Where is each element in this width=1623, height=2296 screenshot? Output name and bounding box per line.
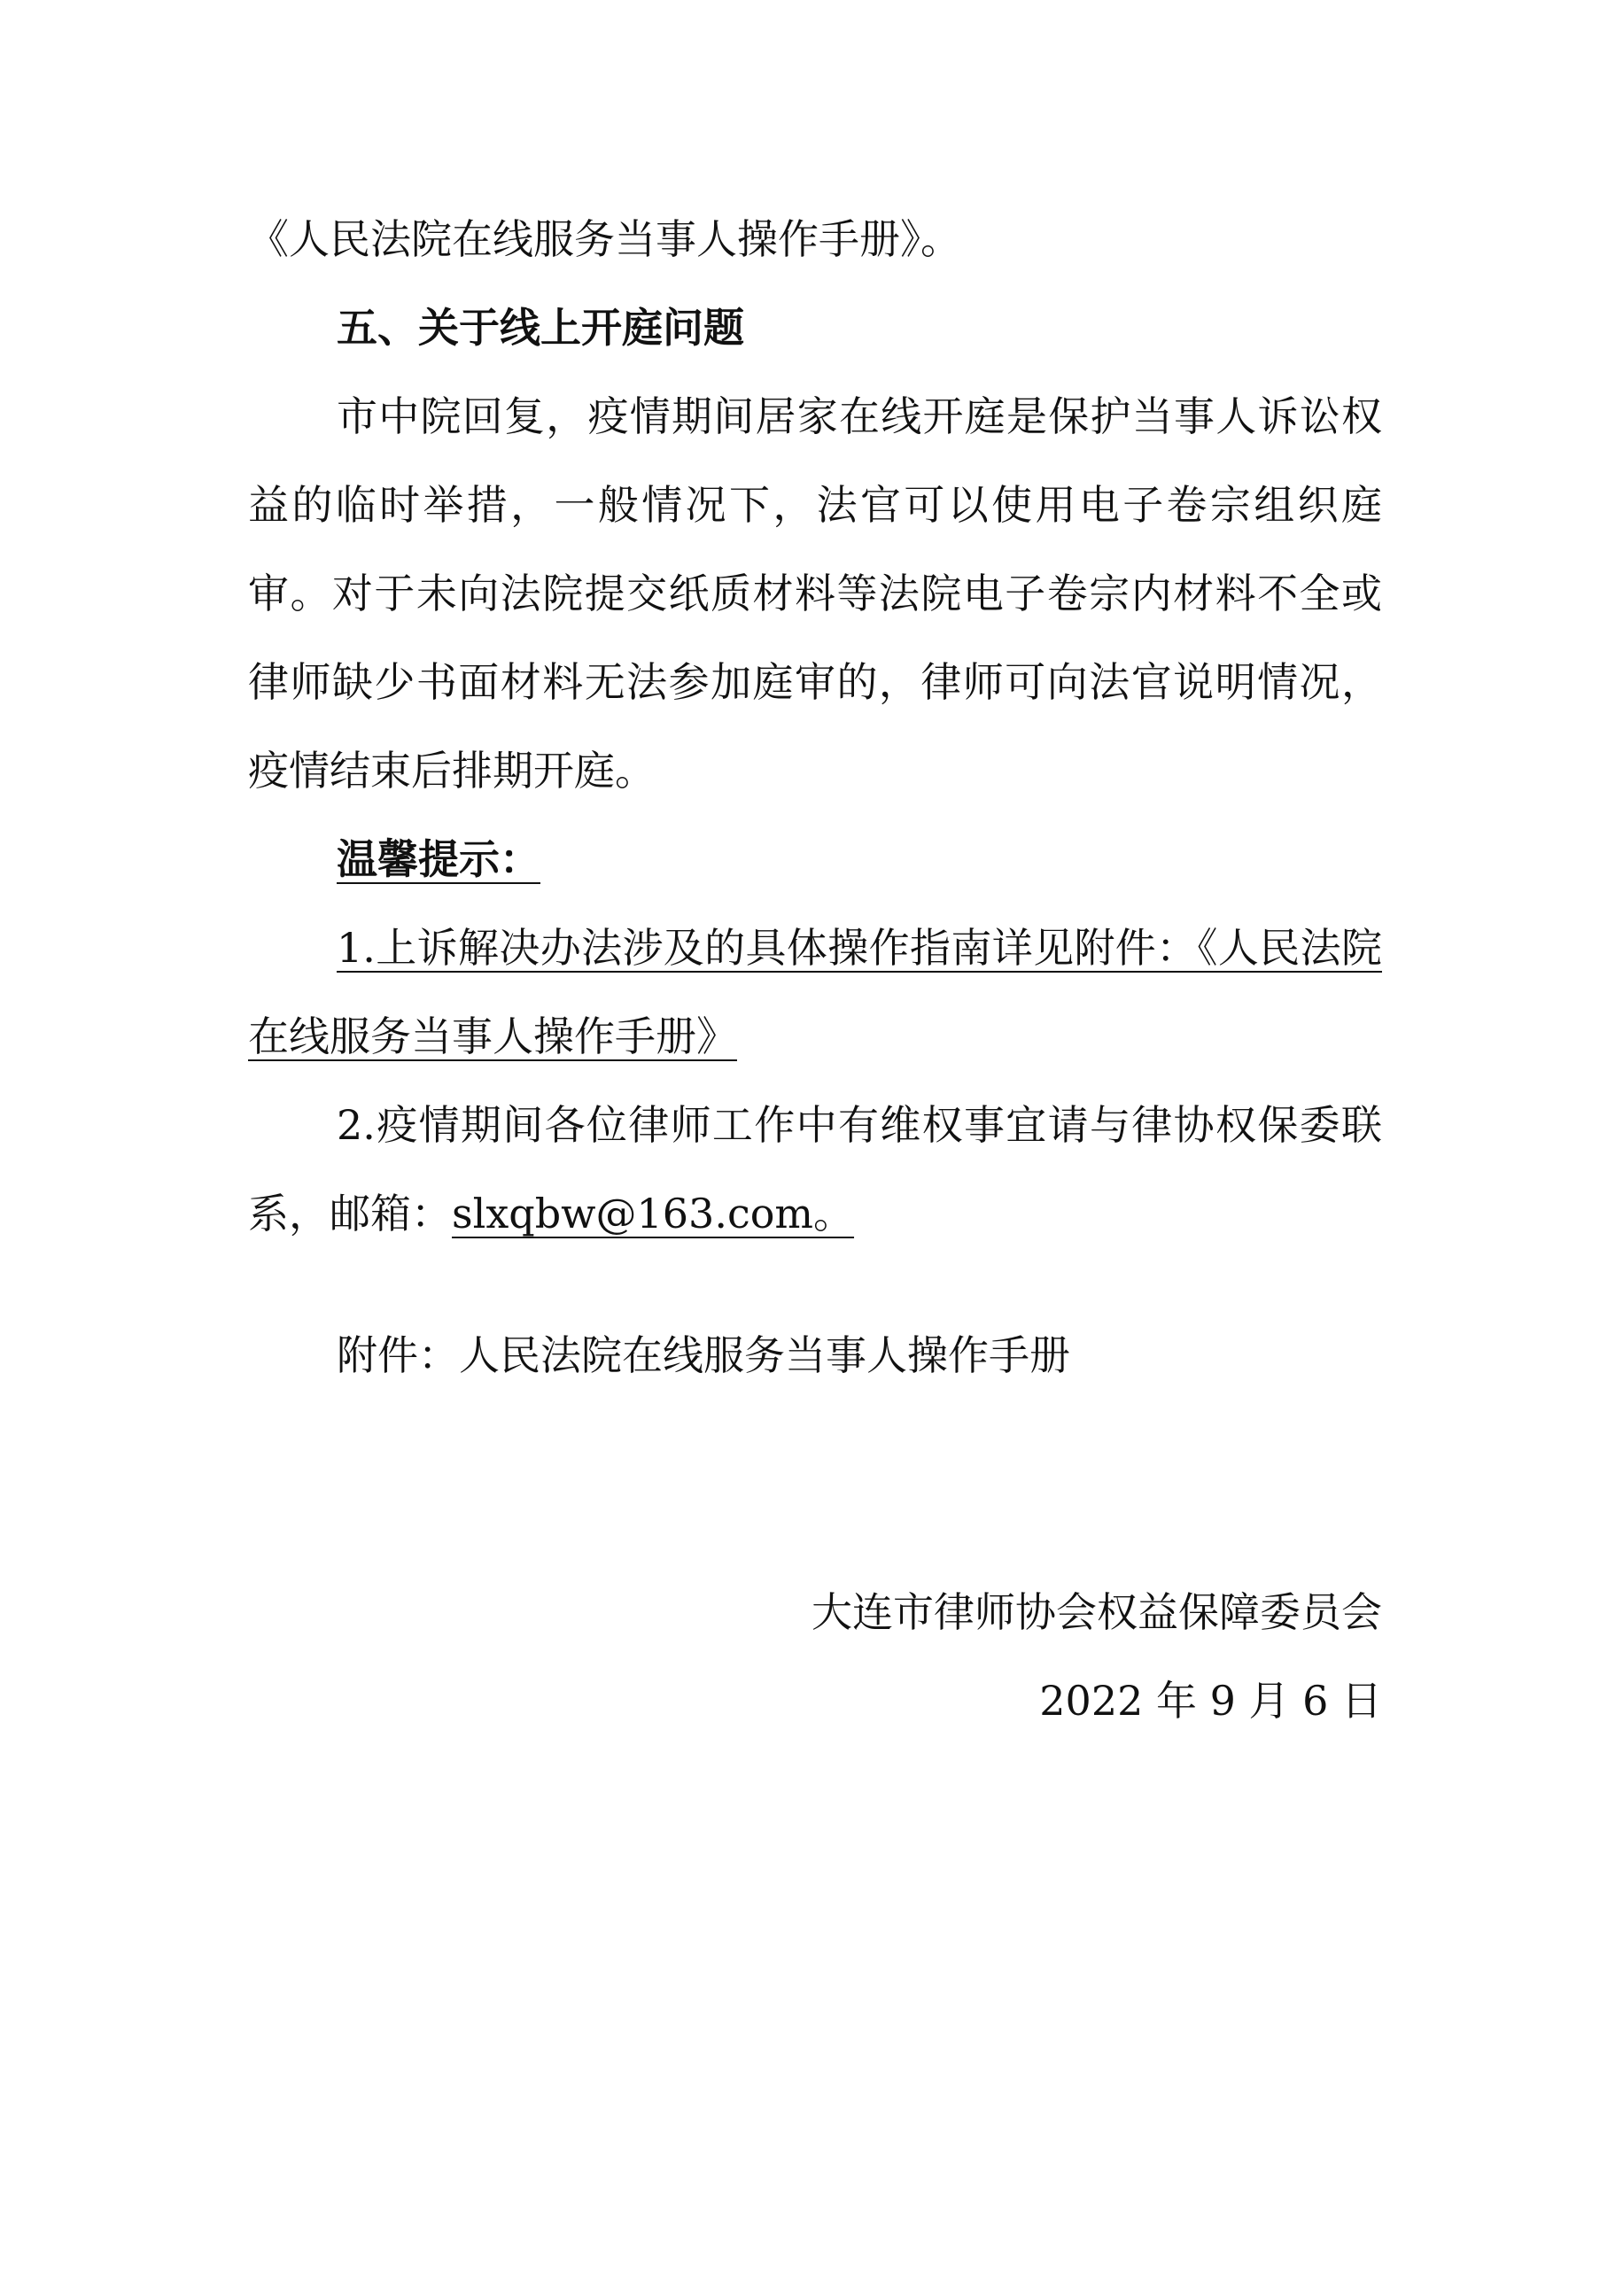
- tip-2-text: 2.疫情期间各位律师工作中有维权事宜请与律协权保委联系，邮箱：: [248, 1101, 1382, 1237]
- email-link[interactable]: slxqbw@163.com。: [452, 1190, 855, 1237]
- reminder-heading: [248, 815, 1471, 904]
- signature-organization: 大连市律师协会权益保障委员会: [812, 1588, 1382, 1636]
- attachment-line: 附件：人民法院在线服务当事人操作手册: [337, 1331, 1070, 1379]
- manual-title-line: 《人民法院在线服务当事人操作手册》。: [248, 215, 961, 263]
- reminder-heading-text: 温馨提示：: [337, 835, 540, 883]
- signature-date: 2022 年 9 月 6 日: [1039, 1677, 1382, 1725]
- section-heading-online-hearing: 五、关于线上开庭问题: [337, 304, 744, 352]
- tip-1-link[interactable]: 1.上诉解决办法涉及的具体操作指南详见附件：《人民法院在线服务当事人操作手册》: [248, 924, 1382, 1060]
- tip-2: [248, 1081, 1382, 1258]
- section-body-online-hearing: 市中院回复，疫情期间居家在线开庭是保护当事人诉讼权益的临时举措，一般情况下，法官可以使用电子卷宗组织庭审。对于未向法院提交纸质材料等法院电子卷宗内材料不全或律师缺少书面材料无法参加庭审的，律师可向法官说明情况，疫情结束后排期开庭。: [248, 392, 1382, 795]
